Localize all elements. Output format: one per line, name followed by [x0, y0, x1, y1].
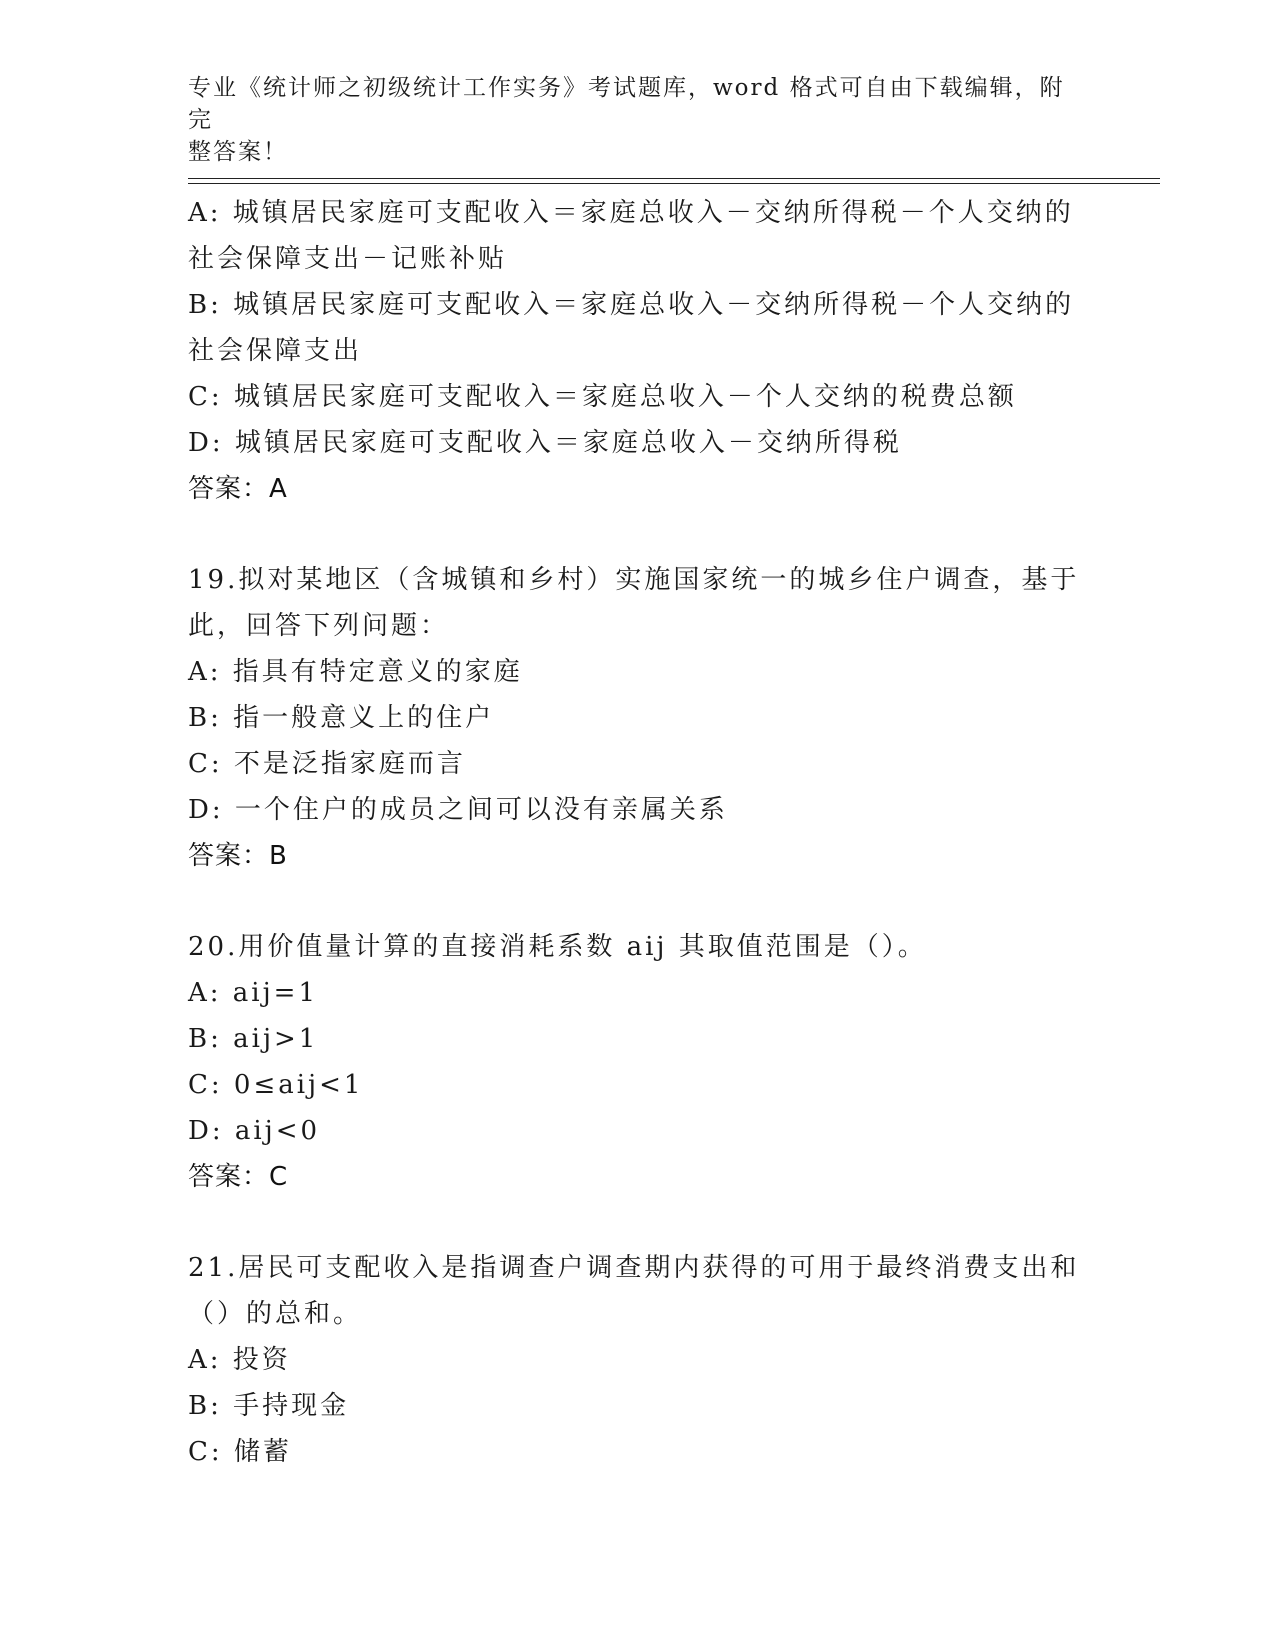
question-21 [188, 1245, 1088, 1475]
q21-option-b: B: 手持现金 [188, 1391, 350, 1421]
q20-option-a: A: aij=1 [188, 978, 319, 1008]
q18-option-c: C: 城镇居民家庭可支配收入＝家庭总收入－个人交纳的税费总额 [188, 382, 1017, 412]
q19-option-a: A: 指具有特定意义的家庭 [188, 657, 523, 687]
q18-option-a-line2: 社会保障支出－记账补贴 [188, 244, 508, 274]
q19-option-d: D: 一个住户的成员之间可以没有亲属关系 [188, 795, 728, 825]
q21-option-a: A: 投资 [188, 1345, 291, 1375]
question-19 [188, 557, 1088, 879]
question-18-options [188, 190, 1088, 512]
q19-stem-line1: 19.拟对某地区（含城镇和乡村）实施国家统一的城乡住户调查，基于 [188, 565, 1080, 595]
question-content [188, 190, 1088, 1475]
header-line-2: 整答案！ [188, 139, 288, 165]
spacer [188, 879, 1088, 924]
q18-option-b-line2: 社会保障支出 [188, 336, 363, 366]
q19-option-c: C: 不是泛指家庭而言 [188, 749, 466, 779]
q21-stem-line2: （）的总和。 [188, 1299, 363, 1329]
q21-stem-line1: 21.居民可支配收入是指调查户调查期内获得的可用于最终消费支出和 [188, 1253, 1080, 1283]
header-divider-top [188, 178, 1160, 179]
q18-answer: 答案：A [188, 474, 288, 504]
q20-option-c: C: 0≤aij<1 [188, 1070, 364, 1100]
q20-stem: 20.用价值量计算的直接消耗系数 aij 其取值范围是（）。 [188, 932, 927, 962]
header-line-1: 专业《统计师之初级统计工作实务》考试题库，word 格式可自由下载编辑，附完 [188, 75, 1065, 133]
question-20 [188, 924, 1088, 1200]
q20-option-b: B: aij>1 [188, 1024, 319, 1054]
spacer [188, 512, 1088, 557]
spacer [188, 1200, 1088, 1245]
q21-option-c: C: 储蓄 [188, 1437, 292, 1467]
q20-option-d: D: aij<0 [188, 1116, 321, 1146]
document-header [188, 72, 1078, 168]
q18-option-b-line1: B: 城镇居民家庭可支配收入＝家庭总收入－交纳所得税－个人交纳的 [188, 290, 1075, 320]
q19-answer: 答案：B [188, 841, 288, 871]
q20-answer: 答案：C [188, 1162, 289, 1192]
q18-option-a-line1: A: 城镇居民家庭可支配收入＝家庭总收入－交纳所得税－个人交纳的 [188, 198, 1074, 228]
header-divider-bottom [188, 183, 1160, 184]
q19-option-b: B: 指一般意义上的住户 [188, 703, 495, 733]
q18-option-d: D: 城镇居民家庭可支配收入＝家庭总收入－交纳所得税 [188, 428, 902, 458]
q19-stem-line2: 此，回答下列问题： [188, 611, 450, 641]
